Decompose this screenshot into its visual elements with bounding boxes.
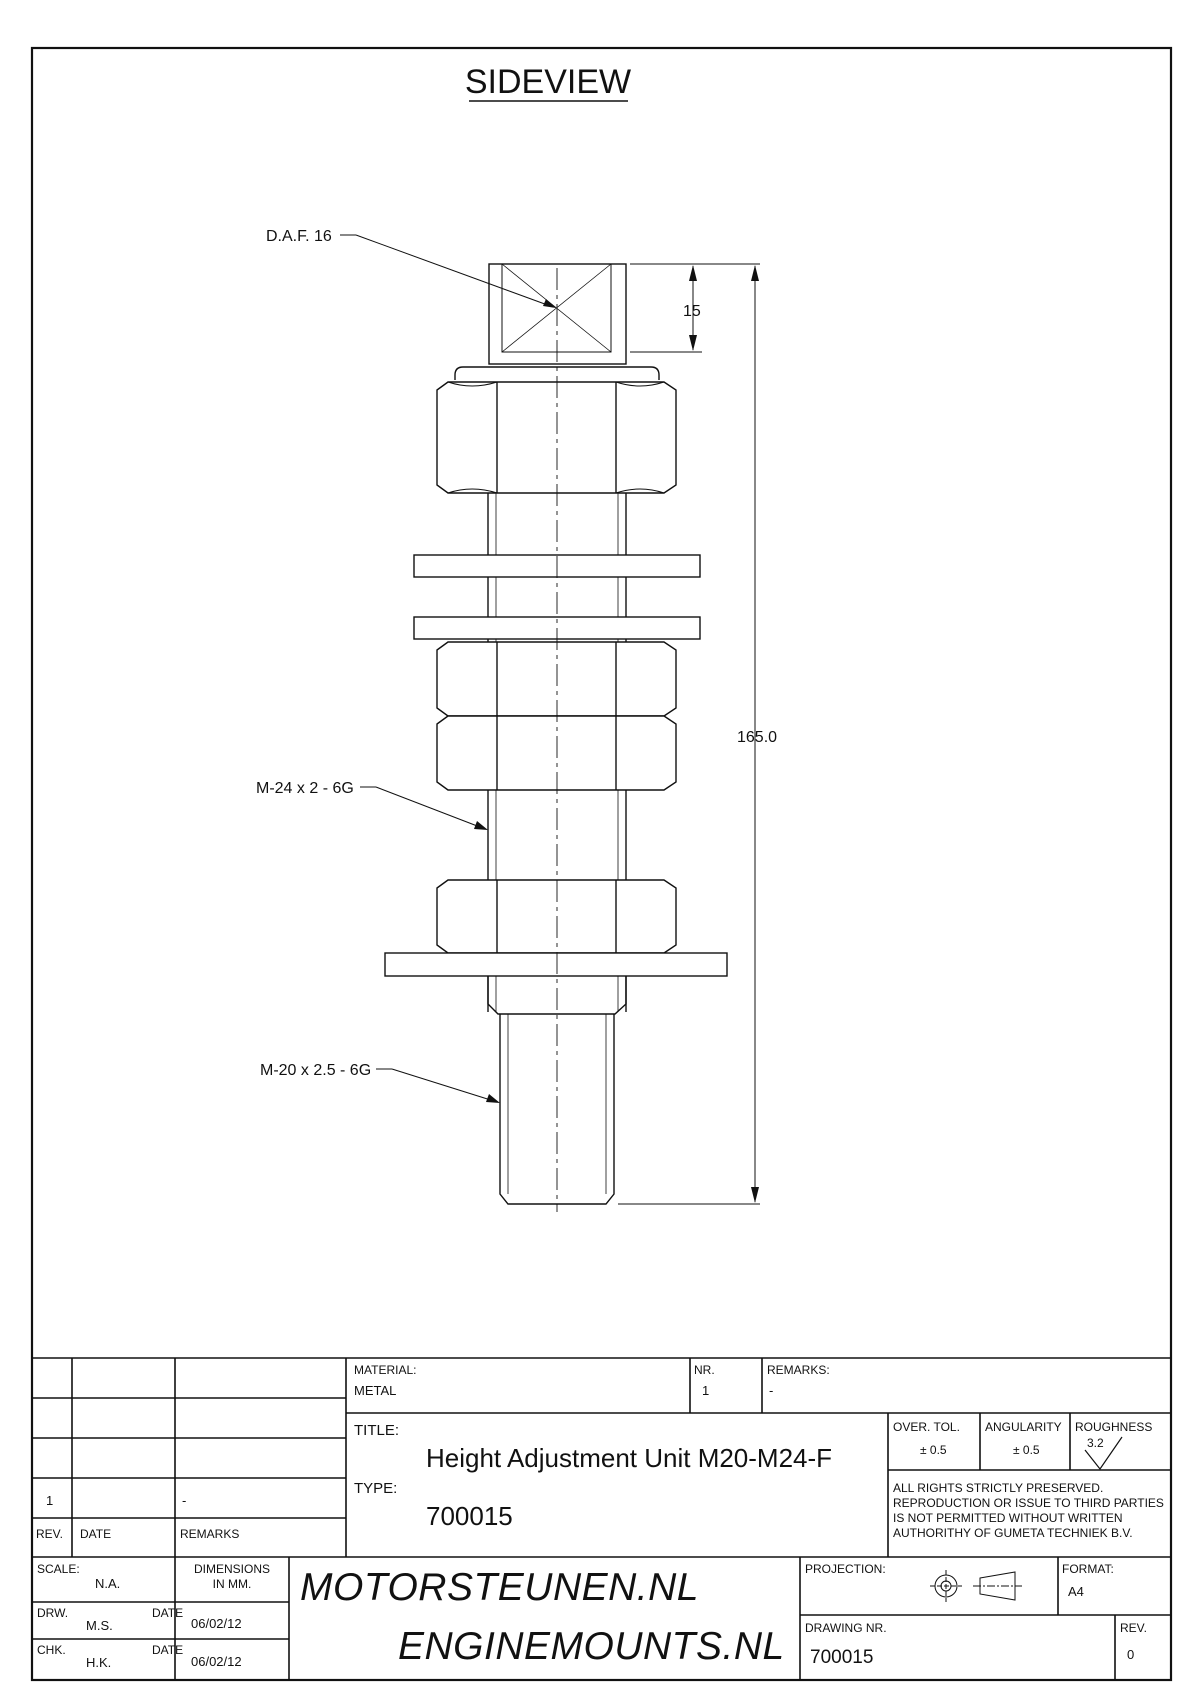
leader-daf-arrow — [543, 299, 556, 308]
chk-label: CHK. — [37, 1643, 66, 1657]
dimensions-line-1: DIMENSIONS — [193, 1562, 270, 1576]
leader-m24-arrow — [474, 821, 488, 830]
rights-line-3: IS NOT PERMITTED WITHOUT WRITTEN — [893, 1511, 1123, 1525]
leader-m20-arrow — [486, 1094, 500, 1103]
hex-nut-middle-2 — [437, 716, 676, 790]
type-label: TYPE: — [354, 1480, 398, 1497]
over-tol-value: ± 0.5 — [920, 1443, 947, 1457]
format-label: FORMAT: — [1062, 1562, 1114, 1576]
rights-line-4: AUTHORITHY OF GUMETA TECHNIEK B.V. — [893, 1526, 1133, 1540]
callout-daf: D.A.F. 16 — [266, 228, 332, 245]
scale-value: N.A. — [95, 1576, 121, 1591]
dimension-15: 15 — [683, 303, 701, 320]
view-title: SIDEVIEW — [464, 63, 632, 101]
type-value: 700015 — [426, 1501, 513, 1531]
washer-large — [385, 953, 727, 976]
scale-label: SCALE: — [37, 1562, 80, 1576]
brand-line-1: MOTORSTEUNEN.NL — [300, 1566, 699, 1609]
angularity-label: ANGULARITY — [985, 1420, 1062, 1434]
dimension-165: 165.0 — [737, 729, 778, 746]
rights-line-1: ALL RIGHTS STRICTLY PRESERVED. — [893, 1481, 1104, 1495]
leader-m24 — [360, 787, 485, 829]
first-angle-projection-icon — [930, 1570, 1022, 1602]
nr-value: 1 — [702, 1383, 710, 1398]
over-tol-label: OVER. TOL. — [893, 1420, 960, 1434]
brand-line-2: ENGINEMOUNTS.NL — [398, 1625, 785, 1668]
hex-nut-lower — [437, 880, 676, 953]
callout-thread-lower: M-20 x 2.5 - 6G — [260, 1062, 372, 1079]
part-outline — [385, 264, 727, 1204]
remarks-value: - — [769, 1383, 774, 1398]
chk-value: H.K. — [86, 1655, 112, 1670]
roughness-value: 3.2 — [1087, 1436, 1104, 1450]
roughness-label: ROUGHNESS — [1075, 1420, 1153, 1434]
remarks-label: REMARKS: — [767, 1363, 830, 1377]
leader-m20 — [376, 1069, 497, 1102]
chk-date-label: DATE — [152, 1643, 184, 1657]
format-value: A4 — [1068, 1584, 1084, 1599]
dim-15-arrow-top — [689, 265, 697, 281]
rev-value: 0 — [1127, 1647, 1135, 1662]
drw-label: DRW. — [37, 1606, 69, 1620]
dim-15-arrow-bottom — [689, 335, 697, 351]
hex-nut-top — [437, 382, 676, 493]
rights-line-2: REPRODUCTION OR ISSUE TO THIRD PARTIES — [893, 1496, 1164, 1510]
hex-nut-middle-1 — [437, 642, 676, 716]
drawing-nr-label: DRAWING NR. — [805, 1621, 887, 1635]
chk-date: 06/02/12 — [191, 1654, 242, 1669]
material-label: MATERIAL: — [354, 1363, 417, 1377]
angularity-value: ± 0.5 — [1013, 1443, 1040, 1457]
revision-row-remarks: - — [182, 1493, 187, 1508]
drw-value: M.S. — [86, 1618, 113, 1633]
remarks-header: REMARKS — [180, 1527, 240, 1541]
sheet-border — [32, 48, 1171, 1680]
leader-daf — [340, 235, 553, 307]
drw-date: 06/02/12 — [191, 1616, 242, 1631]
date-header: DATE — [80, 1527, 112, 1541]
projection-label: PROJECTION: — [805, 1562, 886, 1576]
drw-date-label: DATE — [152, 1606, 184, 1620]
dim-165-arrow-bottom — [751, 1187, 759, 1203]
rev-header: REV. — [36, 1527, 63, 1541]
drawing-nr-value: 700015 — [810, 1647, 874, 1668]
dim-165-arrow-top — [751, 265, 759, 281]
title-value: Height Adjustment Unit M20-M24-F — [426, 1443, 833, 1473]
square-drive-outer — [489, 264, 626, 364]
nr-label: NR. — [694, 1363, 715, 1377]
title-label: TITLE: — [354, 1422, 400, 1439]
dimensions-line-2: IN MM. — [212, 1577, 252, 1591]
material-value: METAL — [354, 1383, 397, 1398]
revision-row-rev: 1 — [46, 1493, 54, 1508]
callout-thread-upper: M-24 x 2 - 6G — [256, 780, 354, 797]
rev-label: REV. — [1120, 1621, 1147, 1635]
